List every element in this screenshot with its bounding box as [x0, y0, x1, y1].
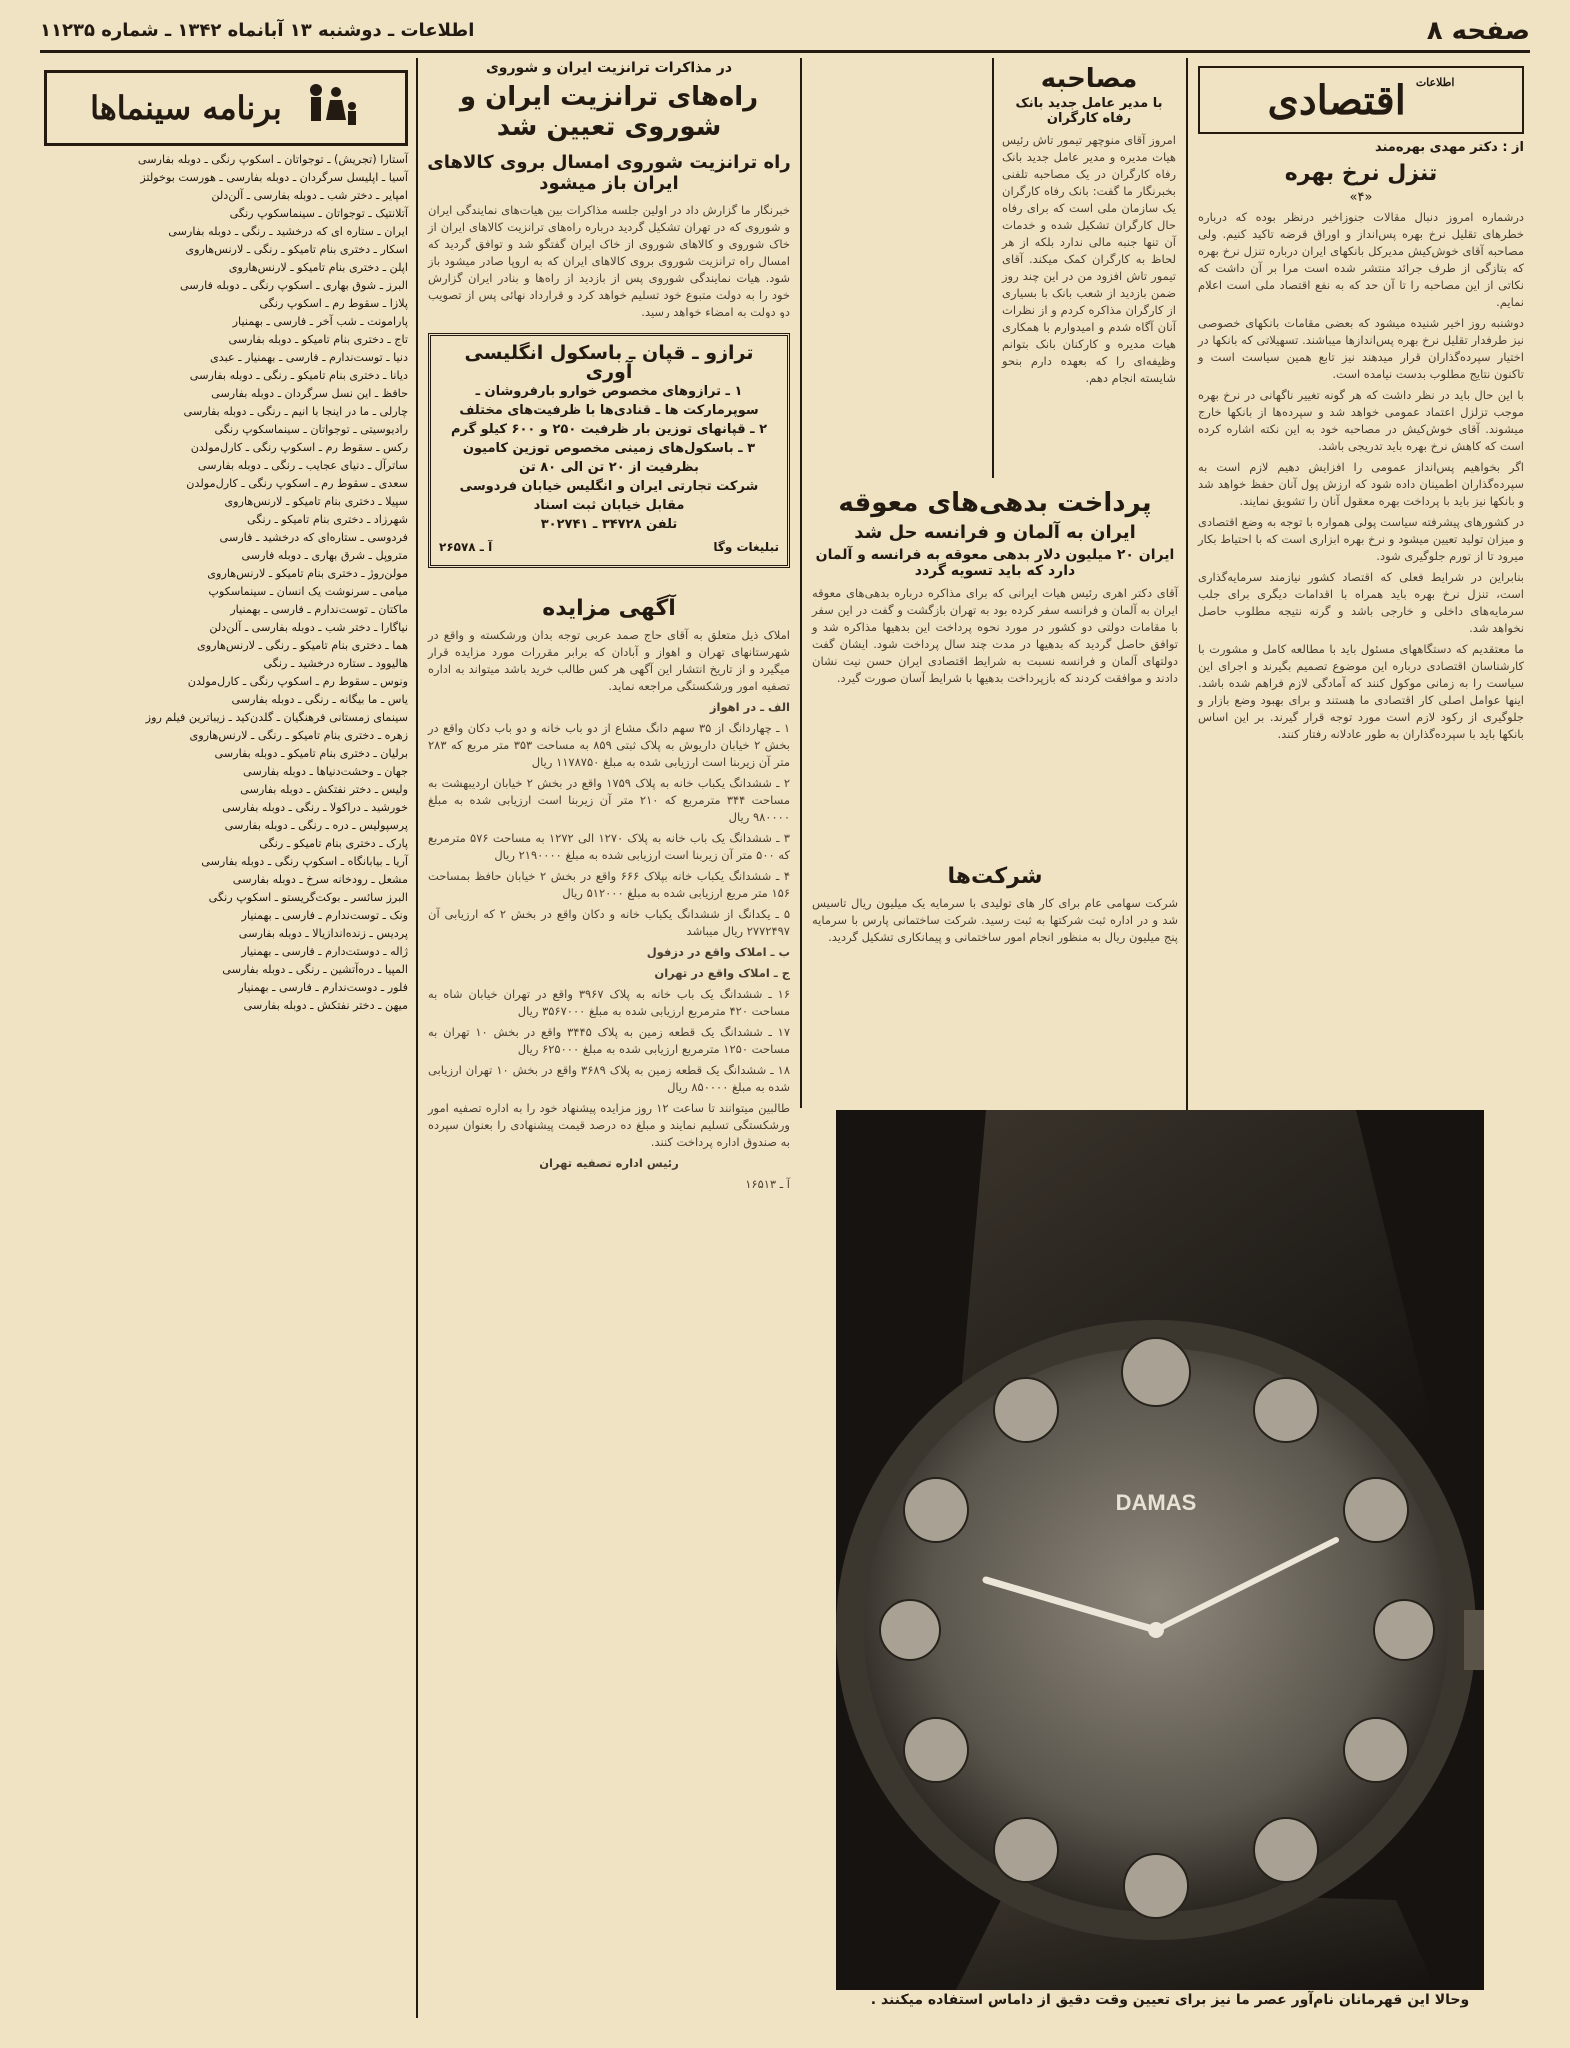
interview-article [996, 58, 1182, 478]
cinema-entry: پلازا ـ سقوط رم ـ اسکوپ رنگی [259, 297, 408, 310]
auction-item: ۵ ـ یکدانگ از ششدانگ یکباب خانه و دکان واقع در بخش ۲ که ارزیابی آن ۲۷۷۲۴۹۷ ریال میباشد [428, 907, 790, 938]
cinema-column [40, 58, 412, 2018]
cinema-entry: ایران ـ ستاره ای که درخشید ـ رنگی ـ دوبله بفارسی [168, 225, 408, 238]
cinema-entry: سینمای زمستانی فرهنگیان ـ گلدن‌کید ـ زیباترین فیلم روز [145, 711, 408, 724]
transit-article [422, 58, 796, 318]
cinema-entry: میامی ـ سرنوشت یک انسان ـ سینماسکوپ [208, 585, 408, 598]
auction-item: ۲ ـ ششدانگ یکباب خانه به پلاک ۱۷۵۹ واقع در بخش ۲ خیابان اردیبهشت به مساحت ۳۴۴ مترمربع که ۲۱۰ متر آن زیربنا است ارزیابی شده به مبلغ ۹۸۰۰۰۰ ریال [428, 776, 790, 824]
transit-body: خبرنگار ما گزارش داد در اولین جلسه مذاکرات بین هیات‌های نمایندگی ایران و شوروی که در تهران تشکیل گردید درباره راه‌های ترانزیت کالاهای ایران از خاک شوروی و کالاهای شوروی از خاک ایران گفتگو شد و توافق گردید که امسال راه ترانزیت شوروی بروی کالاهای ایران که به اروپا صادر میشود باز شود. هیات نمایندگی شوروی پس از بازدید از راه‌ها و بنادر ایران گزارش خود را به دولت متبوع خود تسلیم خواهد کرد و قرارداد نهائی پس از تصویب دو دولت به امضاء خواهد رسید. [428, 203, 790, 318]
cinema-entry: مولن‌روژ ـ دختری بنام تامیکو ـ لارنس‌هاروی [207, 567, 408, 580]
interview-title: مصاحبه [1040, 64, 1138, 94]
scales-ad-title: ترازو ـ قپان ـ باسکول انگلیسی آوری [464, 342, 754, 383]
auction-code: آ ـ ۱۶۵۱۳ [745, 1177, 790, 1191]
cinema-entry: المپیا ـ دره‌آتشین ـ رنگی ـ دوبله بفارسی [222, 963, 408, 976]
auction-item: ۱ ـ چهاردانگ از ۳۵ سهم دانگ مشاع از دو باب خانه و دو باب دکان واقع در بخش ۲ خیابان داریوش به پلاک ثبتی ۸۵۹ به مساحت ۳۵۳ متر مربع که ۲۸۳ متر آن زیربنا است ارزیابی شده به مبلغ ۱۱۷۸۷۵۰ ریال [428, 721, 790, 769]
companies-article [806, 860, 1184, 1100]
cinema-entry: امپایر ـ دختر شب ـ دوبله بفارسی ـ آلن‌دلن [211, 189, 408, 202]
cinema-entry: یاس ـ ما بیگانه ـ رنگی ـ دوبله بفارسی [231, 693, 408, 706]
cinema-entry: برلیان ـ دختری بنام تامیکو ـ دوبله بفارسی [214, 747, 408, 760]
watch-crown [1464, 1610, 1484, 1670]
hand-pivot [1148, 1622, 1164, 1638]
companies-title: شرکت‌ها [947, 864, 1043, 889]
economy-paragraph: با این حال باید در نظر داشت که هر گونه تغییر ناگهانی در نرخ بهره موجب تزلزل اعتماد عمومی خواهد شد و سپرده‌ها از بانکها خارج میشوند. آقای خوش‌کیش در مصاحبه خود به این نکته اشاره کرده است که کاهش نرخ بهره باید تدریجی باشد. [1198, 388, 1524, 453]
cinema-entry: متروپل ـ شرق بهاری ـ دوبله فارسی [241, 549, 408, 562]
cinema-entry: آسیا ـ اپلیسل سرگردان ـ دوبله بفارسی ـ هورست بوخولتز [140, 171, 408, 184]
transit-subhead: راه ترانزیت شوروی امسال بروی کالاهای ایران باز میشود [427, 152, 791, 194]
economy-byline: از : دکتر مهدی بهره‌مند [1374, 140, 1524, 155]
cinema-entry: پردیس ـ زنده‌اندازیالا ـ دوبله بفارسی [238, 927, 408, 940]
family-icon [302, 80, 362, 136]
cinema-entry: زهره ـ دختری بنام تامیکو ـ رنگی ـ لارنس‌هاروی [189, 729, 408, 742]
debts-lead: ایران ۲۰ میلیون دلار بدهی معوقه به فرانسه و آلمان دارد که باید تسویه گردد [815, 547, 1175, 579]
scales-ad-phone: تلفن ۳۴۷۲۸ ـ ۳۰۲۷۴۱ [540, 517, 678, 532]
cinema-listing [40, 152, 412, 1014]
economy-paragraph: اگر بخواهیم پس‌انداز عمومی را افزایش دهیم لازم است به سپرده‌گذاران اطمینان داده شود که ارزش پول آنان حفظ خواهد شد و بانکها نیز باید با پرداخت بهره معقول آنان را تشویق نمایند. [1198, 460, 1524, 508]
economy-title: تنزل نرخ بهره [1284, 161, 1438, 186]
auction-item: ۱۸ ـ ششدانگ یک قطعه زمین به پلاک ۳۶۸۹ واقع در بخش ۱۰ تهران ارزیابی شده به مبلغ ۸۵۰۰۰۰ ریال [428, 1063, 791, 1094]
cinema-entry: ونک ـ توست‌ندارم ـ فارسی ـ بهمنیار [241, 909, 408, 922]
column-rule [800, 58, 802, 1108]
watch-brand: DAMAS [1115, 1490, 1197, 1515]
cinema-entry: هالیوود ـ ستاره درخشید ـ رنگی [263, 657, 408, 670]
cinema-entry: ساترآل ـ دنیای عجایب ـ رنگی ـ دوبله بفارسی [197, 459, 408, 472]
cinema-entry: پارک ـ دختری بنام تامیکو ـ رنگی [259, 837, 408, 850]
cinema-entry: ونوس ـ سقوط رم ـ اسکوپ رنگی ـ کارل‌مولدن [187, 675, 408, 688]
cinema-entry: فردوسی ـ ستاره‌ای که درخشید ـ فارسی [219, 531, 408, 544]
economy-body [1192, 205, 1530, 751]
cinema-logo [44, 70, 408, 146]
scales-ad-box [428, 333, 790, 568]
transit-kicker: در مذاکرات ترانزیت ایران و شوروی [485, 60, 733, 76]
column-rule [992, 58, 994, 478]
cinema-entry: میهن ـ دختر نفتکش ـ دوبله بفارسی [243, 999, 408, 1012]
cinema-entry: اسکار ـ دختری بنام تامیکو ـ رنگی ـ لارنس‌هاروی [185, 243, 408, 256]
cinema-entry: سپیلا ـ دختری بنام تامیکو ـ لارنس‌هاروی [224, 495, 408, 508]
cinema-logo-text: برنامه سینماها [90, 89, 282, 127]
watch-illustration [836, 1110, 1484, 1990]
cinema-entry: مشعل ـ رودخانه سرخ ـ دوبله بفارسی [232, 873, 408, 886]
economy-logo [1198, 66, 1524, 134]
cinema-entry: شهرزاد ـ دختری بنام تامیکو ـ رنگی [247, 513, 408, 526]
auction-item: الف ـ در اهواز [709, 700, 790, 714]
cinema-entry: سعدی ـ سقوط رم ـ اسکوپ رنگی ـ کارل‌مولدن [186, 477, 408, 490]
economy-paragraph: در کشورهای پیشرفته سیاست پولی همواره با توجه به وضع اقتصادی و میزان تولید تعیین میشود و نرخ بهره ابزاری است که با احتیاط بکار میرود تا از تورم جلوگیری شود. [1198, 515, 1524, 563]
scales-ad-agency: تبلیغات وگا [713, 540, 779, 554]
scales-ad-line: ۱ ـ ترازوهای مخصوص خوارو بارفروشان ـ سوپرمارکت ها ـ قنادی‌ها با ظرفیت‌های مختلف [459, 384, 759, 418]
cinema-entry: ماکتان ـ توست‌ندارم ـ فارسی ـ بهمنیار [230, 603, 408, 616]
auction-intro: املاک ذیل متعلق به آقای حاج صمد عربی توجه بدان ورشکسته و واقع در شهرستانهای تهران و اهواز و آبادان که برابر مقررات مورد مزایده قرار میگیرد و از تاریخ انتشار این آگهی هر کس طالب خرید باشد میتواند به اداره تصفیه امور ورشکستگی مراجعه نماید. [428, 628, 790, 693]
economy-paragraph: بنابراین در شرایط فعلی که اقتصاد کشور نیازمند سرمایه‌گذاری است، تنزل نرخ بهره باید همراه با اقدامات دیگری برای جلب سرمایه‌های داخلی و خارجی باشد و گرنه نتیجه مطلوب حاصل نخواهد شد. [1198, 570, 1524, 635]
cinema-entry: ژاله ـ دوستت‌دارم ـ فارسی ـ بهمنیار [241, 945, 408, 958]
cinema-entry: آستارا (تجریش) ـ توجواتان ـ اسکوپ رنگی ـ دوبله بفارسی [137, 153, 408, 166]
debts-body: آقای دکتر اهری رئیس هیات ایرانی که برای مذاکره درباره بدهی‌های معوقه ایران به آلمان و فرانسه سفر کرده بود به تهران بازگشت و گفت در این سفر با مقامات دولتی دو کشور در مورد نحوه پرداخت این بدهیها مذاکره شد و توافق حاصل گردید که بدهیها در مدت چند سال پرداخت شود. ایشان گفت دولتهای آلمان و فرانسه نسبت به شرایط اقتصادی ایران حسن نیت نشان دادند و موافقت کردند که بازپرداخت بدهیها با شرایط آسان صورت گیرد. [812, 586, 1178, 685]
cinema-entry: چارلی ـ ما در اینجا با انیم ـ رنگی ـ دوبله بفارسی [183, 405, 408, 418]
watch-caption: وحالا این قهرمانان نام‌آور عصر ما نیز برای تعیین وقت دقیق از داماس استفاده میکنند . [870, 1992, 1470, 2008]
cinema-entry: تاج ـ دختری بنام تامیکو ـ دوبله بفارسی [228, 333, 408, 346]
cinema-entry: آتلانتیک ـ توجواتان ـ سینماسکوپ رنگی [229, 207, 408, 220]
auction-item: ۴ ـ ششدانگ یکباب خانه بپلاک ۶۶۶ واقع در بخش ۲ خیابان حافظ بمساحت ۱۵۶ متر مربع ارزیابی شده به مبلغ ۵۱۲۰۰۰ ریال [428, 869, 790, 900]
auction-item: ۳ ـ ششدانگ یک باب خانه به پلاک ۱۲۷۰ الی ۱۲۷۲ به مساحت ۵۷۶ مترمربع که ۵۰۰ متر آن زیربنا است ارزیابی شده به مبلغ ۲۱۹۰۰۰۰ ریال [428, 831, 790, 862]
cinema-entry: خورشید ـ دراکولا ـ رنگی ـ دوبله بفارسی [222, 801, 408, 814]
auction-item: ۱۶ ـ ششدانگ یک باب خانه به پلاک ۳۹۶۷ واقع در تهران خیابان شاه به مساحت ۴۲۰ مترمربع ارزیابی شده به مبلغ ۳۵۶۷۰۰۰ ریال [428, 987, 790, 1018]
page-header [40, 12, 1530, 53]
cinema-entry: رادیوسیتی ـ توجواتان ـ سینماسکوپ رنگی [214, 423, 408, 436]
cinema-entry: جهان ـ وحشت‌دنیاها ـ دوبله بفارسی [243, 765, 408, 778]
cinema-entry: نیاگارا ـ دختر شب ـ دوبله بفارسی ـ آلن‌دلن [209, 621, 408, 634]
scales-ad-line: ۲ ـ قپانهای توزین بار ظرفیت ۲۵۰ و ۶۰۰ کیلو گرم [450, 422, 768, 437]
economy-paragraph: درشماره امروز دنبال مقالات جنوزاخیر درنظر بوده که درباره خطرهای تقلیل نرخ بهره پس‌انداز و اوراق قرضه تاکید کنیم. ولی مصاحبه آقای خوش‌کیش مدیرکل بانکهای ایران درباره تنزل نرخ بهره که بتازگی از طرف جرائد منتشر شده است مرا بر آن داشت که نکاتی از این مصاحبه را تا آن حد که به نفع اقتصاد ملی است اعلام نمایم. [1198, 210, 1524, 309]
page-number: صفحه ۸ [1426, 16, 1530, 46]
cinema-entry: البرز ـ شوق بهاری ـ اسکوپ رنگی ـ دوبله فارسی [179, 279, 408, 292]
cinema-entry: اپلن ـ دختری بنام تامیکو ـ لارنس‌هاروی [228, 261, 408, 274]
scales-ad-line: ۳ ـ باسکول‌های زمینی مخصوص توزین کامیون بظرفیت از ۲۰ تن الی ۸۰ تن [462, 441, 756, 475]
debts-article [806, 480, 1184, 860]
companies-body: شرکت سهامی عام برای کار های تولیدی با سرمایه یک میلیون ریال تاسیس شد و در اداره ثبت شرکتها به ثبت رسید. شرکت ساختمانی پارس با سرمایه پنج میلیون ریال به منظور انجام امور ساختمانی و پیمانکاری تشکیل گردید. [812, 896, 1178, 944]
cinema-entry: فلور ـ دوست‌ندارم ـ فارسی ـ بهمنیار [238, 981, 408, 994]
cinema-entry: البرز سائسر ـ بوکت‌گریستو ـ اسکوپ رنگی [208, 891, 408, 904]
auction-item: طالبین میتوانند تا ساعت ۱۲ روز مزایده پیشنهاد خود را به اداره تصفیه امور ورشکستگی تسلیم نمایند و مبلغ ده درصد قیمت پیشنهادی را بعنوان سپرده به صندوق اداره پرداخت کنند. [428, 1101, 791, 1149]
debts-subtitle: ایران به آلمان و فرانسه حل شد [854, 522, 1136, 543]
interview-subtitle: با مدیر عامل جدید بانک رفاه کارگران [1015, 96, 1163, 126]
watch-advertisement [836, 1110, 1484, 1990]
economy-paragraph: ما معتقدیم که دستگاههای مسئول باید با مطالعه کامل و مشورت با کارشناسان اقتصادی درباره این موضوع تصمیم بگیرند و اجرای این سیاست را به زمانی موکول کنند که آمادگی لازم فراهم شده باشد. اینها عوامل اصلی کار اقتصادی ما هستند و برای بهبود وضع بازار و جلوگیری از رکود لازم است مورد توجه قرار گیرند. بر این اساس بانکها باید با سپرده‌گذاران به طور عادلانه رفتار کنند. [1198, 642, 1524, 741]
cinema-entry: ولیس ـ دختر نفتکش ـ دوبله بفارسی [240, 783, 408, 796]
auction-item: ب ـ املاک واقع در دزفول [646, 945, 790, 959]
auction-title: آگهی مزایده [542, 596, 676, 621]
cinema-entry: رکس ـ سقوط رم ـ اسکوپ رنگی ـ کارل‌مولدن [190, 441, 408, 454]
scales-ad-code: آ ـ ۲۶۵۷۸ [439, 540, 493, 554]
economy-logo-text: اقتصادی [1267, 76, 1406, 124]
cinema-entry: حافظ ـ این نسل سرگردان ـ دوبله بفارسی [211, 387, 408, 400]
transit-headline: راه‌های ترانزیت ایران و شوروی تعیین شد [459, 82, 759, 142]
auction-notice [422, 590, 796, 2020]
debts-title: پرداخت بدهی‌های معوقه [838, 488, 1152, 518]
economy-logo-small: اطلاعات [1415, 76, 1455, 89]
cinema-entry: دنیا ـ توست‌ندارم ـ فارسی ـ بهمنیار ـ عبدی [210, 351, 408, 364]
economy-paragraph: دوشنبه روز اخیر شنیده میشود که بعضی مقامات بانکهای خصوصی نیز طرفدار تقلیل نرخ بهره پس‌اندازها میباشند. تسهیلاتی که بانکها در اختیار سپرده‌گذاران قرار میدهند نیز تابع همین سیاست است و تاکنون نتایج مطلوب بدست نیامده است. [1198, 316, 1524, 381]
auction-body [422, 627, 796, 1193]
cinema-entry: دیانا ـ دختری بنام تامیکو ـ رنگی ـ دوبله بفارسی [189, 369, 408, 382]
auction-item: ج ـ املاک واقع در تهران [654, 966, 790, 980]
scales-ad-line: شرکت تجارتی ایران و انگلیس خیابان فردوسی مقابل خیابان ثبت اسناد [459, 479, 759, 513]
economy-part: «۴» [1349, 190, 1373, 205]
cinema-entry: پارامونت ـ شب آخر ـ فارسی ـ بهمنیار [232, 315, 408, 328]
cinema-entry: پرسپولیس ـ دره ـ رنگی ـ دوبله بفارسی [224, 819, 408, 832]
interview-body: امروز آقای منوچهر تیمور تاش رئیس هیات مدیره و مدیر عامل جدید بانک رفاه کارگران در یک مصاحبه تلفنی بخبرنگار ما گفت: بانک رفاه کارگران یک سازمان ملی است که برای رفاه حال کارگران تشکیل شده و خدمات آن تنها جنبه مالی ندارد بلکه از هر لحاظ به کارگران کمک میکند. آقای تیمور تاش افزود من در این چند روز ضمن بازدید از شعب بانک با بسیاری از کارگران مذاکره کردم و از نظرات آنان آگاه شدم و امیدوارم با همکاری هیات مدیره و کارکنان بانک بتوانم وظیفه‌ای را که بعهده دارم بنحو شایسته انجام دهم. [1002, 133, 1176, 385]
cinema-entry: آریا ـ بیابانگاه ـ اسکوپ رنگی ـ دوبله بفارسی [201, 855, 408, 868]
issue-date-line: اطلاعات ـ دوشنبه ۱۳ آبانماه ۱۳۴۲ ـ شماره ۱۱۲۳۵ [40, 20, 475, 41]
auction-item: ۱۷ ـ ششدانگ یک قطعه زمین به پلاک ۳۴۴۵ واقع در بخش ۱۰ تهران به مساحت ۱۲۵۰ مترمربع ارزیابی شده به مبلغ ۶۲۵۰۰۰ ریال [428, 1025, 791, 1056]
scales-ad [422, 325, 796, 585]
auction-signature: رئیس اداره تصفیه تهران [539, 1156, 679, 1170]
cinema-entry: هما ـ دختری بنام تامیکو ـ رنگی ـ لارنس‌هاروی [197, 639, 408, 652]
column-rule [416, 58, 418, 2018]
